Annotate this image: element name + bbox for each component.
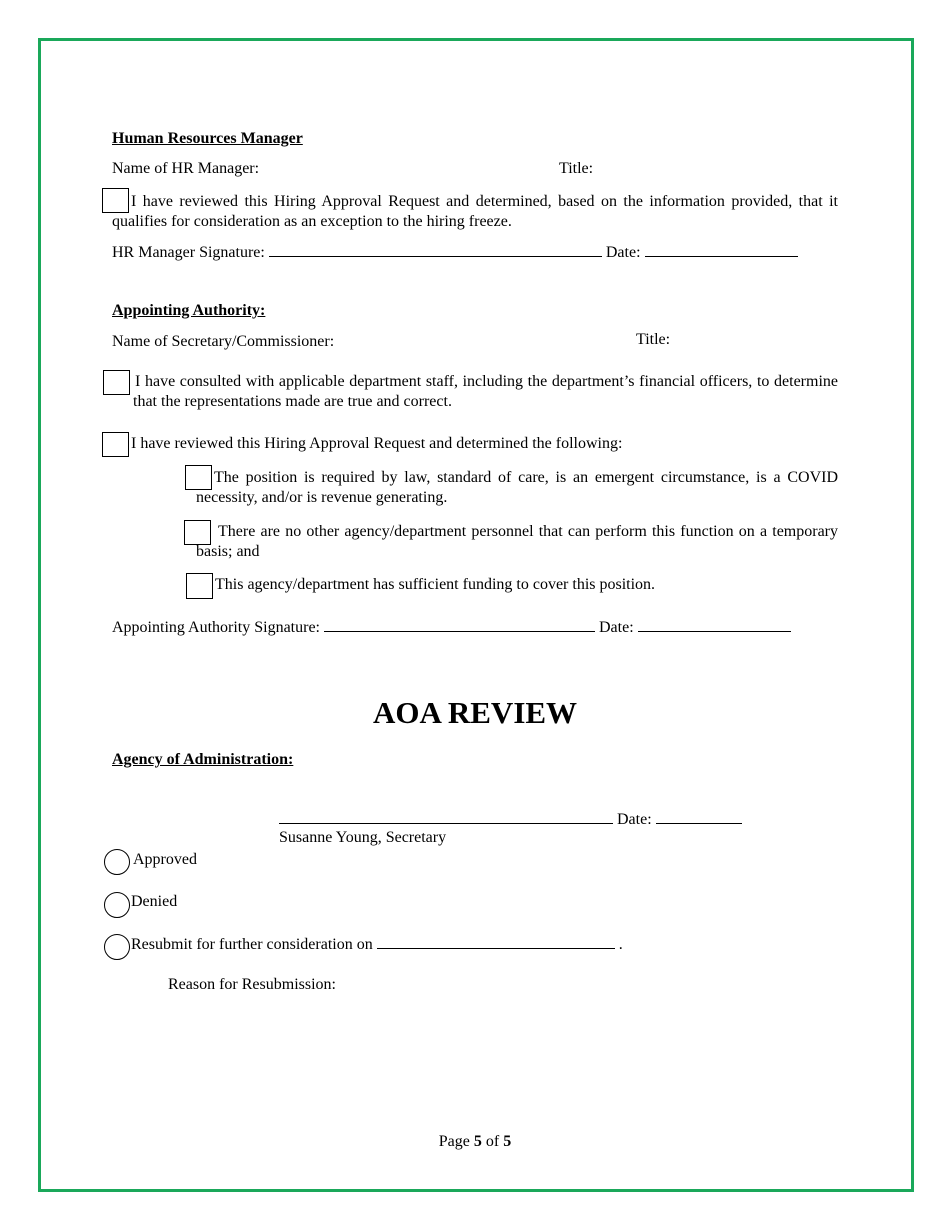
page-footer [0, 1133, 950, 1151]
resubmit-period: . [618, 936, 623, 953]
hr-date-field[interactable] [645, 242, 798, 257]
hr-date-label: Date: [605, 244, 641, 261]
appointing-signature-label: Appointing Authority Signature: [112, 619, 320, 636]
aoa-review-title: AOA REVIEW [372, 695, 578, 730]
hr-manager-name-label: Name of HR Manager: [112, 160, 260, 177]
aoa-signature-field[interactable] [279, 809, 613, 824]
denied-radio[interactable] [104, 892, 130, 918]
appointing-signature-row [112, 617, 791, 638]
approved-radio[interactable] [104, 849, 130, 875]
hr-signature-row [112, 242, 798, 263]
aoa-section-heading: Agency of Administration: [112, 751, 294, 768]
aoa-date-label: Date: [617, 811, 652, 828]
sufficient-funding-checkbox[interactable] [186, 573, 213, 599]
appointing-signature-field[interactable] [324, 617, 595, 632]
hr-signature-label: HR Manager Signature: [112, 244, 265, 261]
aoa-date-field[interactable] [656, 809, 742, 824]
page-number: 5 [473, 1133, 482, 1150]
secretary-name-label: Name of Secretary/Commissioner: [112, 333, 335, 350]
resubmit-radio[interactable] [104, 934, 130, 960]
sub-item-text: This agency/department has sufficient funding to cover this position. [215, 576, 656, 593]
review-checkbox[interactable] [102, 432, 129, 457]
page-total: 5 [503, 1133, 512, 1150]
approved-label: Approved [133, 851, 197, 868]
page-prefix: Page [438, 1133, 470, 1150]
review-text: I have reviewed this Hiring Approval Request and determined the following: [131, 435, 623, 452]
secretary-title-label: Title: [636, 331, 671, 348]
appointing-date-label: Date: [599, 619, 634, 636]
reason-for-resubmission-label: Reason for Resubmission: [168, 976, 336, 993]
appointing-date-field[interactable] [638, 617, 791, 632]
aoa-signer-name: Susanne Young, Secretary [279, 829, 447, 846]
denied-label: Denied [131, 893, 178, 910]
consult-text: I have consulted with applicable department staff, including the department’s financial officers, to determine that the representations made are true and correct. [133, 373, 838, 410]
resubmit-date-field[interactable] [377, 934, 615, 949]
hr-section-heading: Human Resources Manager [112, 130, 303, 147]
consult-checkbox[interactable] [103, 370, 130, 395]
hr-manager-title-label: Title: [559, 160, 594, 177]
resubmit-label: Resubmit for further consideration on [131, 936, 373, 953]
sub-item-text: There are no other agency/department personnel that can perform this function on a temporary basis; and [196, 523, 838, 560]
resubmit-row [131, 934, 623, 955]
appointing-section-heading: Appointing Authority: [112, 302, 266, 319]
page-of: of [485, 1133, 500, 1150]
aoa-signature-row [279, 809, 742, 830]
hr-exception-text: I have reviewed this Hiring Approval Request and determined, based on the information provided, that it qualifies for consideration as an exception to the hiring freeze. [112, 193, 838, 230]
hr-signature-field[interactable] [269, 242, 602, 257]
sub-item-text: The position is required by law, standard of care, is an emergent circumstance, is a COVID necessity, and/or is revenue generating. [196, 469, 838, 506]
